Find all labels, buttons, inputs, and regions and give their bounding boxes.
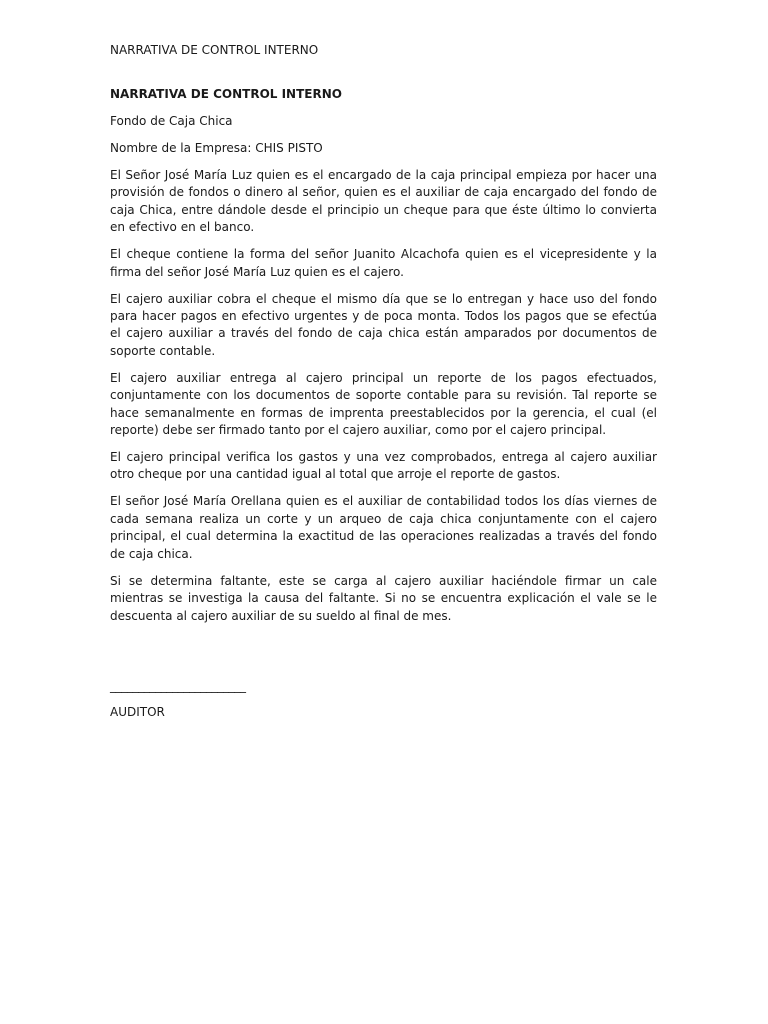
paragraph: El Señor José María Luz quien es el encargado de la caja principal empieza por hacer una provisión de fondos o dinero al señor, quien es el auxiliar de caja encargado del fondo de caja Chica, entre dándole desde el principio un cheque para que éste último lo convierta en efectivo en el banco. bbox=[110, 168, 657, 235]
document-subtitle: Fondo de Caja Chica bbox=[110, 114, 233, 128]
paragraph: El cajero auxiliar entrega al cajero principal un reporte de los pagos efectuados, conjuntamente con los documentos de soporte contable para su revisión. Tal reporte se hace semanalmente en formas de imprenta preestablecidos por la gerencia, el cual (el reporte) debe ser firmado tanto por el cajero auxiliar, como por el cajero principal. bbox=[110, 370, 657, 438]
signature-block bbox=[110, 678, 246, 721]
paragraph: El cheque contiene la forma del señor Juanito Alcachofa quien es el vicepresidente y la firma del señor José María Luz quien es el cajero. bbox=[110, 247, 657, 279]
company-name-line: Nombre de la Empresa: CHIS PISTO bbox=[110, 141, 323, 155]
paragraph: Si se determina faltante, este se carga al cajero auxiliar haciéndole firmar un cale mientras se investiga la causa del faltante. Si no se encuentra explicación el vale se le descuenta al cajero auxiliar de su sueldo al final de mes. bbox=[110, 573, 657, 623]
paragraph: El señor José María Orellana quien es el auxiliar de contabilidad todos los días viernes de cada semana realiza un corte y un arqueo de caja chica conjuntamente con el cajero principal, el cual determina la exactitud de las operaciones realizadas a través del fondo de caja chica. bbox=[110, 494, 657, 561]
running-header: NARRATIVA DE CONTROL INTERNO bbox=[110, 43, 319, 57]
signature-role: AUDITOR bbox=[110, 705, 165, 719]
signature-line: ________________________ bbox=[110, 679, 246, 693]
document-body bbox=[110, 86, 657, 635]
paragraph: El cajero principal verifica los gastos y una vez comprobados, entrega al cajero auxiliar otro cheque por una cantidad igual al total que arroje el reporte de gastos. bbox=[110, 450, 657, 482]
document-title: NARRATIVA DE CONTROL INTERNO bbox=[110, 87, 342, 101]
paragraph: El cajero auxiliar cobra el cheque el mismo día que se lo entregan y hace uso del fondo para hacer pagos en efectivo urgentes y de poca monta. Todos los pagos que se efectúa el cajero auxiliar a través del fondo de caja chica están amparados por documentos de soporte contable. bbox=[110, 291, 657, 358]
